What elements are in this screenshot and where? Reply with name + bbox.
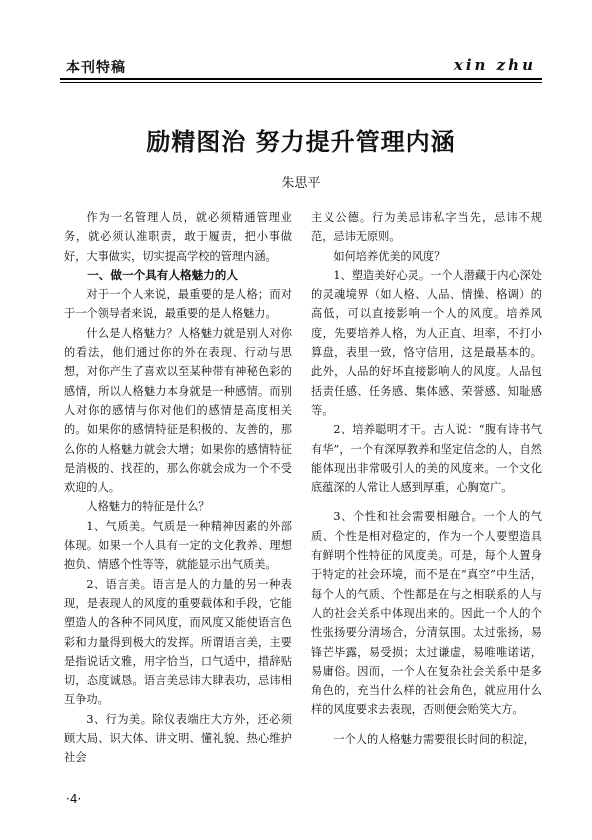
paragraph: 2、语言美。语言是人的力量的另一种表现，是表现人的风度的重要载体和手段，它能塑造人的各种不同风度，而风度又能使语言色彩和力量得到极大的发挥。所谓语言美，主要是指说话文雅，用字恰当，口气适中，措辞贴切，态度诚恳。语言美忌讳大肆表功，忌讳相互争功。 <box>64 577 292 707</box>
section-heading: 一、做一个具有人格魅力的人 <box>87 267 238 282</box>
paragraph: 什么是人格魅力？人格魅力就是别人对你的看法，他们通过你的外在表现、行动与思想，对你产生了喜欢以至某种带有神秘色彩的感情，所以人格魅力本身就是一种感情。而别人对你的感情与你对他们的感情是高度相关的。如果你的感情特征是积极的、友善的，那么你的人格魅力就会大增；如果你的感情特征是消极的、找茬的，那么你就会成为一个不受欢迎的人。 <box>64 326 292 495</box>
page-number: ·4· <box>66 792 82 806</box>
paragraph: 作为一名管理人员，就必须精通管理业务，就必须认准职责，敢于履责，把小事做好，大事做实，切实提高学校的管理内涵。 <box>64 211 292 263</box>
section-label: 本刊特稿 <box>66 60 126 76</box>
paragraph: 如何培养优美的风度？ <box>333 249 446 263</box>
paragraph: 1、塑造美好心灵。一个人潜藏于内心深处的灵魂境界（如人格、人品、情操、格调）的高低，可以直接影响一个人的风度。培养风度，先要培养人格，为人正直、坦率，不打小算盘，表里一致，恪守信用，这是最基本的。此外，人品的好坏直接影响人的风度。人品包括责任感、任务感、集体感、荣誉感、知耻感等。 <box>311 268 542 417</box>
paragraph: 主义公德。行为美忌讳私字当先，忌讳不规范，忌讳无原则。 <box>311 211 542 244</box>
paragraph: 1、气质美。气质是一种精神因素的外部体现。如果一个人具有一定的文化教养、理想抱负、情感个性等等，就能显示出气质美。 <box>64 519 292 572</box>
running-header <box>60 56 542 78</box>
paragraph: 3、个性和社会需要相融合。一个人的气质、个性是相对稳定的，作为一个人要塑造具有鲜明个性特征的风度美。可是，每个人置身于特定的社会环境，而不是在“真空”中生活，每个人的气质、个性都是在与之相联系的人与人的社会关系中体现出来的。因此一个人的个性张扬要分清场合，分清氛围。太过张扬，易锋芒毕露，易受损；太过谦虚，易唯唯诺诺，易庸俗。因而，一个人在复杂社会关系中是多角色的，充当什么样的社会角色，就应用什么样的风度要求去表现，否则便会贻笑大方。 <box>311 510 542 717</box>
article-author: 朱思平 <box>281 176 321 191</box>
left-column <box>64 208 292 768</box>
header-pinyin: xin zhu <box>453 56 536 74</box>
header-rule-thin <box>60 82 542 83</box>
paragraph: 人格魅力的特征是什么？ <box>86 500 210 514</box>
header-rule-thick <box>60 78 542 80</box>
paragraph: 一个人的人格魅力需要很长时间的积淀， <box>333 732 535 746</box>
paragraph: 对于一个人来说，最重要的是人格；而对于一个领导者来说，最重要的是人格魅力。 <box>64 288 292 321</box>
paragraph: 2、培养聪明才干。古人说：“腹有诗书气有华”，一个有深厚教养和坚定信念的人，自然能体现出非常吸引人的美的风度来。一个文化底蕴深的人常让人感到厚重，心胸宽广。 <box>311 423 542 495</box>
paragraph: 3、行为美。除仪表端庄大方外，还必须顾大局、识大体、讲文明、懂礼貌、热心维护社会 <box>64 712 292 765</box>
article-title: 励精图治 努力提升管理内涵 <box>146 128 456 156</box>
right-column <box>311 208 542 749</box>
